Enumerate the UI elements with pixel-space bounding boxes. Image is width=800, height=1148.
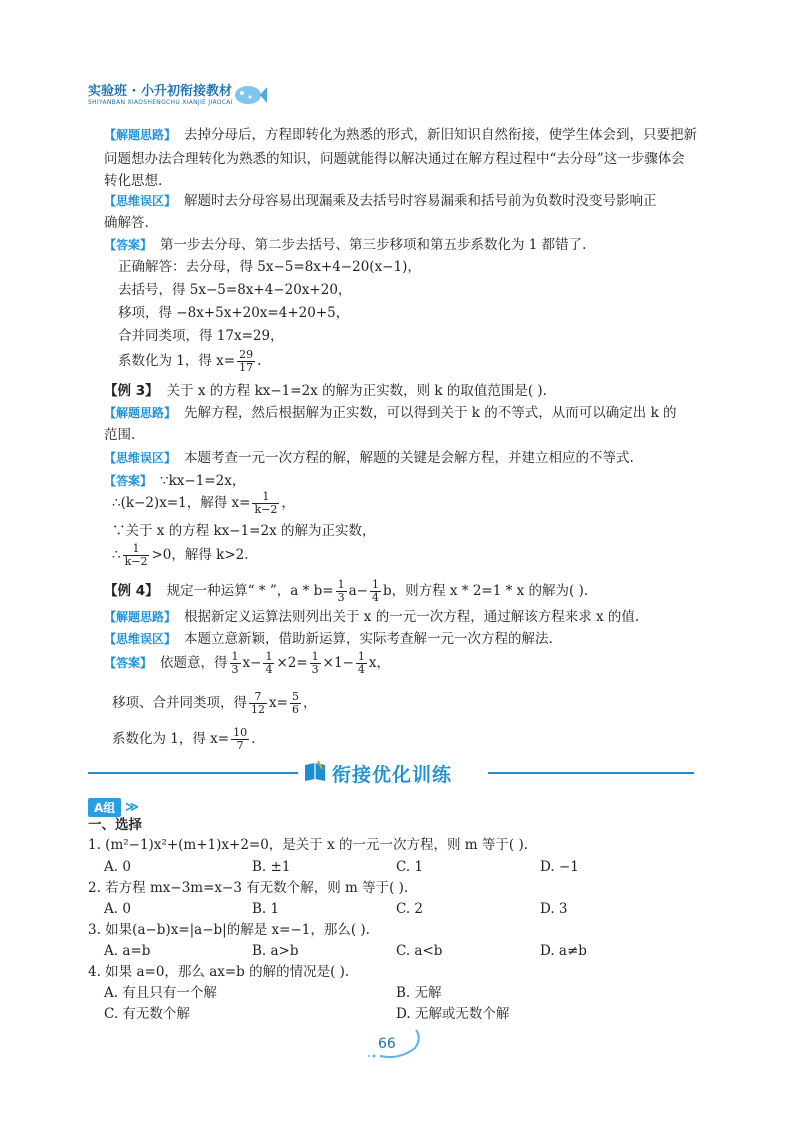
solution-step: ∴(k−2)x=1，解得 x= $\frac{1}{k-2}$ ， (112, 490, 295, 516)
section-divider-right (488, 772, 694, 774)
thinking-line-2 (104, 148, 696, 192)
thinking-text-2: 问题想办法合理转化为熟悉的知识，问题就能得以解决通过在解方程过程中“去分母”这一步骤体会转化思想. (104, 151, 685, 189)
question-stem: 1. (m²−1)x²+(m+1)x+2=0，是关于 x 的一元一次方程，则 m 等于( ). (88, 837, 529, 853)
fraction: $\frac{1}{3}$ (231, 650, 239, 676)
header-subtitle: SHIYANBAN XIAOSHENGCHU XIANJIE JIAOCAI (88, 99, 233, 106)
solution-step: 系数化为 1，得 x= $\frac{10}{7}$ . (112, 726, 256, 752)
fraction: $\frac{1}{4}$ (371, 578, 379, 604)
option: A. 0 (104, 859, 131, 875)
thinking-line-2: 范围. (104, 427, 136, 443)
thinking-line (104, 126, 697, 144)
fraction: $\frac{1}{k-2}$ (254, 490, 278, 516)
option: A. 0 (104, 901, 131, 917)
page-number: 66 (378, 1036, 396, 1052)
example-3-question (104, 382, 547, 400)
book-icon (302, 760, 328, 786)
fraction: $\frac{1}{4}$ (265, 650, 273, 676)
thinking-tag: 【解题思路】 (104, 406, 177, 420)
question-stem: 2. 若方程 mx−3m=x−3 有无数个解，则 m 等于( ). (88, 880, 409, 896)
part-heading: 一、选择 (88, 817, 142, 833)
mistake-text: 解题时去分母容易出现漏乘及去括号时容易漏乘和括号前为负数时没变号影响正 (184, 193, 657, 209)
fraction: $\frac{5}{6}$ (291, 690, 299, 716)
section-title: 衔接优化训练 (332, 764, 453, 786)
fraction: $\frac{1}{3}$ (311, 650, 319, 676)
thinking-text: 先解方程，然后根据解为正实数，可以得到关于 k 的不等式，从而可以确定出 k 的 (184, 405, 677, 421)
option: D. a≠b (540, 943, 587, 959)
mistake-tag: 【思维误区】 (104, 451, 177, 465)
option: B. 1 (252, 901, 280, 917)
option: C. 2 (396, 901, 424, 917)
solution-step: 系数化为 1，得 x= $\frac{29}{17}$ . (118, 348, 262, 374)
answer-tag: 【答案】 (104, 656, 153, 670)
mistake-line (104, 449, 634, 467)
question-stem: 4. 如果 a=0，那么 ax=b 的解的情况是( ). (88, 964, 350, 980)
fraction: $\frac{29}{17}$ (239, 348, 254, 374)
mistake-text: 本题立意新颖，借助新运算，实际考查解一元一次方程的解法. (184, 631, 553, 647)
option: A. a=b (104, 943, 151, 959)
mistake-tag: 【思维误区】 (104, 632, 177, 646)
mistake-line (104, 630, 553, 648)
thinking-line (104, 404, 677, 422)
answer-text: 第一步去分母、第二步去括号、第三步移项和第五步系数化为 1 都错了. (160, 237, 587, 253)
solution-step: 移项、合并同类项，得 $\frac{7}{12}$ x= $\frac{5}{6}$ ， (112, 690, 317, 716)
example-label: 【例 4】 (104, 583, 159, 599)
fraction: $\frac{7}{12}$ (251, 690, 265, 716)
option: D. −1 (540, 859, 579, 875)
solution-step: 合并同类项，得 17x=29， (118, 328, 284, 344)
option: D. 3 (540, 901, 568, 917)
option: D. 无解或无数个解 (396, 1006, 510, 1022)
thinking-line (104, 608, 639, 626)
solution-step: 正确解答：去分母，得 5x−5=8x+4−20(x−1)， (118, 259, 421, 275)
answer-tag: 【答案】 (104, 238, 153, 252)
thinking-tag: 【解题思路】 (104, 128, 177, 142)
header-title: 实验班 · 小升初衔接教材 (88, 84, 232, 99)
fraction: $\frac{1}{3}$ (337, 578, 345, 604)
mistake-text-2: 确解答. (104, 215, 149, 231)
question-text: 关于 x 的方程 kx−1=2x 的解为正实数，则 k 的取值范围是( ). (166, 383, 547, 399)
mistake-text: 本题考查一元一次方程的解，解题的关键是会解方程，并建立相应的不等式. (184, 450, 634, 466)
option: A. 有且只有一个解 (104, 985, 217, 1001)
group-badge (88, 798, 139, 817)
fish-logo-icon (232, 82, 268, 108)
mistake-line (104, 192, 657, 210)
solution-step: 去括号，得 5x−5=8x+4−20x+20， (118, 282, 352, 298)
fraction: $\frac{1}{4}$ (357, 650, 365, 676)
solution-step: ∵关于 x 的方程 kx−1=2x 的解为正实数， (112, 523, 376, 539)
fraction: $\frac{1}{k-2}$ (124, 542, 148, 568)
question-stem: 3. 如果(a−b)x=|a−b|的解是 x=−1，那么( ). (88, 922, 370, 938)
section-divider-left (88, 772, 298, 774)
double-chevron-icon: ≫ (125, 800, 139, 815)
thinking-text: 根据新定义运算法则列出关于 x 的一元一次方程，通过解该方程来求 x 的值. (184, 609, 640, 625)
thinking-tag: 【解题思路】 (104, 610, 177, 624)
answer-tag: 【答案】 (104, 474, 153, 488)
solution-step: 移项，得 −8x+5x+20x=4+20+5， (118, 305, 350, 321)
group-label: A组 (88, 798, 121, 817)
example-label: 【例 3】 (104, 383, 159, 399)
mistake-tag: 【思维误区】 (104, 194, 177, 208)
option: B. ±1 (252, 859, 291, 875)
fraction: $\frac{10}{7}$ (233, 726, 248, 752)
thinking-text: 去掉分母后，方程即转化为熟悉的形式，新旧知识自然衔接，使学生体会到，只要把新 (184, 127, 698, 143)
answer-line: 【答案】 依题意，得 $\frac{1}{3}$ x− $\frac{1}{4}$ ×2= $\frac{1}{3}$ ×1− $\frac{1}{4}$ x， (104, 650, 391, 676)
example-4-question: 【例 4】 规定一种运算“ * ”，a * b= $\frac{1}{3}$ a− $\frac{1}{4}$ b，则方程 x * 2=1 * x 的解为( ). (104, 578, 589, 604)
answer-text: ∵kx−1=2x， (160, 473, 246, 489)
solution-step: ∴ $\frac{1}{k-2}$ >0，解得 k>2. (112, 542, 249, 568)
mistake-line-2 (104, 214, 149, 232)
option: B. a>b (252, 943, 299, 959)
option: C. 1 (396, 859, 424, 875)
step-text: 系数化为 1，得 x= (118, 353, 236, 369)
option: B. 无解 (396, 985, 442, 1001)
answer-line (104, 236, 586, 254)
option: C. a<b (396, 943, 443, 959)
option: C. 有无数个解 (104, 1006, 190, 1022)
